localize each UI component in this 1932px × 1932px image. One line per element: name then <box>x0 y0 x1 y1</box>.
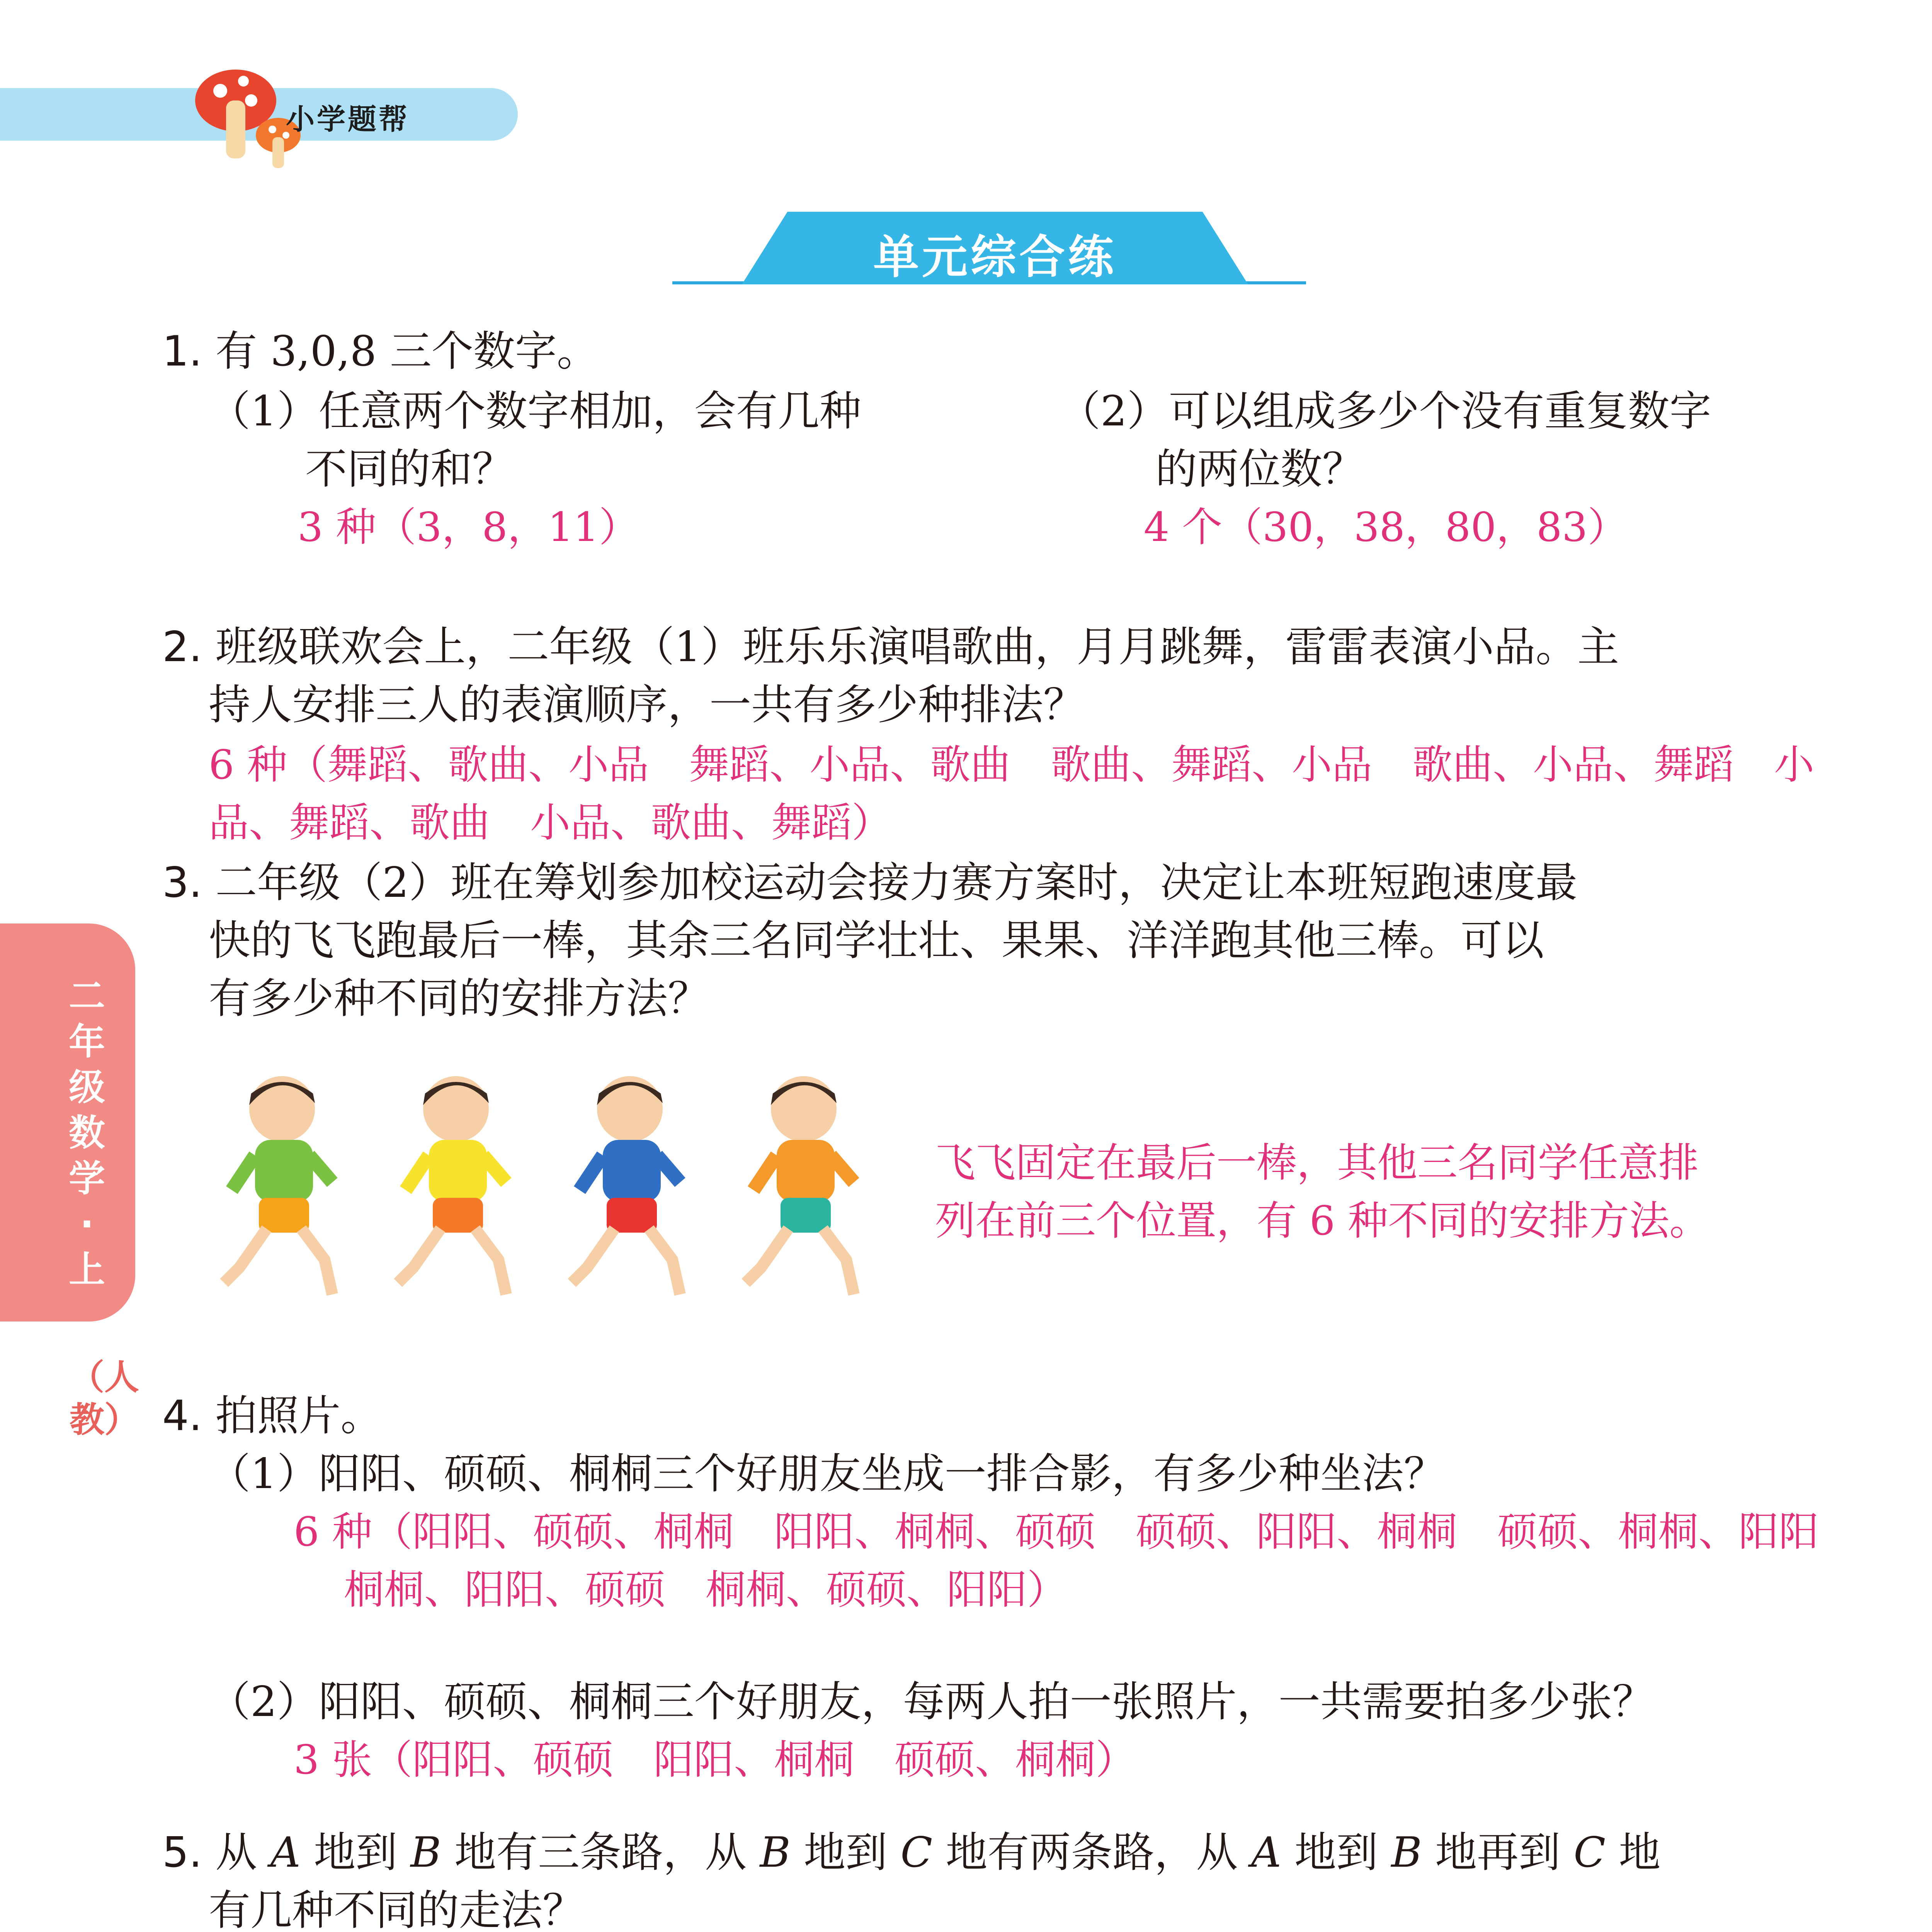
runners-illustration <box>209 1066 943 1306</box>
question-number: 2. <box>162 623 202 671</box>
runner-icon <box>398 1076 506 1294</box>
q1-part1-answer: 3 种（3，8，11） <box>298 503 639 551</box>
q3-line2: 快的飞飞跑最后一棒，其余三名同学壮壮、果果、洋洋跑其他三棒。可以 <box>209 917 1544 965</box>
q5-text-part: 地再到 <box>1422 1828 1574 1877</box>
q5-point-a: A <box>1251 1828 1281 1877</box>
q5-point-b: B <box>410 1828 441 1877</box>
q1-part1-line1: （1）任意两个数字相加，会有几种 <box>209 387 861 435</box>
brand-label: 小学题帮 <box>286 103 410 136</box>
q4-part1-answer-line2: 桐桐、阳阳、硕硕 桐桐、硕硕、阳阳） <box>344 1566 1068 1613</box>
q5-line2: 有几种不同的走法？ <box>209 1886 585 1932</box>
side-grade-label: 二年级数学·上 <box>68 975 105 1291</box>
q5-point-b: B <box>760 1828 791 1877</box>
q4-part1-answer-line1: 6 种（阳阳、硕硕、桐桐 阳阳、桐桐、硕硕 硕硕、阳阳、桐桐 硕硕、桐桐、阳阳 <box>294 1508 1819 1555</box>
q5-text-part: 地到 <box>300 1828 411 1877</box>
side-edition-label: （人教） <box>70 1357 139 1440</box>
question-5 <box>162 1824 1661 1882</box>
q3-answer-line1: 飞飞固定在最后一棒，其他三名同学任意排 <box>935 1139 1699 1186</box>
q4-part2: （2）阳阳、硕硕、桐桐三个好朋友，每两人拍一张照片，一共需要拍多少张？ <box>209 1678 1654 1726</box>
question-3 <box>162 854 1577 912</box>
q2-line2: 持人安排三人的表演顺序，一共有多少种排法？ <box>209 681 1085 729</box>
page-title: 单元综合练 <box>873 230 1117 284</box>
mushroom-icon <box>193 58 301 174</box>
question-text: 二年级（2）班在筹划参加校运动会接力赛方案时，决定让本班短跑速度最 <box>215 859 1578 907</box>
q5-point-a: A <box>270 1828 301 1877</box>
q4-part1: （1）阳阳、硕硕、桐桐三个好朋友坐成一排合影，有多少种坐法？ <box>209 1450 1446 1498</box>
question-text: 班级联欢会上，二年级（1）班乐乐演唱歌曲，月月跳舞，雷雷表演小品。主 <box>215 623 1619 671</box>
question-text: 拍照片。 <box>215 1392 383 1440</box>
q5-text-part: 从 <box>215 1828 270 1877</box>
question-1 <box>162 323 599 381</box>
runner-icon <box>572 1076 680 1294</box>
q1-part2-answer: 4 个（30，38，80，83） <box>1144 503 1628 551</box>
q1-part1-line2: 不同的和？ <box>305 445 514 493</box>
q5-text-part: 地到 <box>1281 1828 1391 1877</box>
q5-point-c: C <box>900 1828 933 1877</box>
question-number: 3. <box>162 859 202 907</box>
q2-answer-line2: 品、舞蹈、歌曲 小品、歌曲、舞蹈） <box>209 799 892 846</box>
q2-answer-line1: 6 种（舞蹈、歌曲、小品 舞蹈、小品、歌曲 歌曲、舞蹈、小品 歌曲、小品、舞蹈 小 <box>209 741 1815 788</box>
q1-part2-line2: 的两位数？ <box>1155 445 1364 493</box>
q3-line3: 有多少种不同的安排方法？ <box>209 975 710 1023</box>
runner-icon <box>746 1076 854 1294</box>
q3-answer-line2: 列在前三个位置，有 6 种不同的安排方法。 <box>935 1197 1710 1244</box>
question-number: 4. <box>162 1392 202 1440</box>
q4-part2-answer: 3 张（阳阳、硕硕 阳阳、桐桐 硕硕、桐桐） <box>294 1736 1136 1783</box>
question-text: 有 3,0,8 三个数字。 <box>215 327 599 376</box>
question-number: 5. <box>162 1828 202 1877</box>
q5-point-b: B <box>1391 1828 1422 1877</box>
q5-text-part: 地到 <box>790 1828 901 1877</box>
runner-icon <box>224 1076 332 1294</box>
q1-part2-line1: （2）可以组成多少个没有重复数字 <box>1059 387 1711 435</box>
q5-text-part: 地 <box>1605 1828 1661 1877</box>
question-4 <box>162 1387 382 1445</box>
q5-text-part: 地有三条路，从 <box>441 1828 760 1877</box>
q5-text-part: 地有两条路，从 <box>932 1828 1251 1877</box>
q5-point-c: C <box>1573 1828 1606 1877</box>
question-2 <box>162 618 1619 676</box>
question-number: 1. <box>162 327 202 376</box>
